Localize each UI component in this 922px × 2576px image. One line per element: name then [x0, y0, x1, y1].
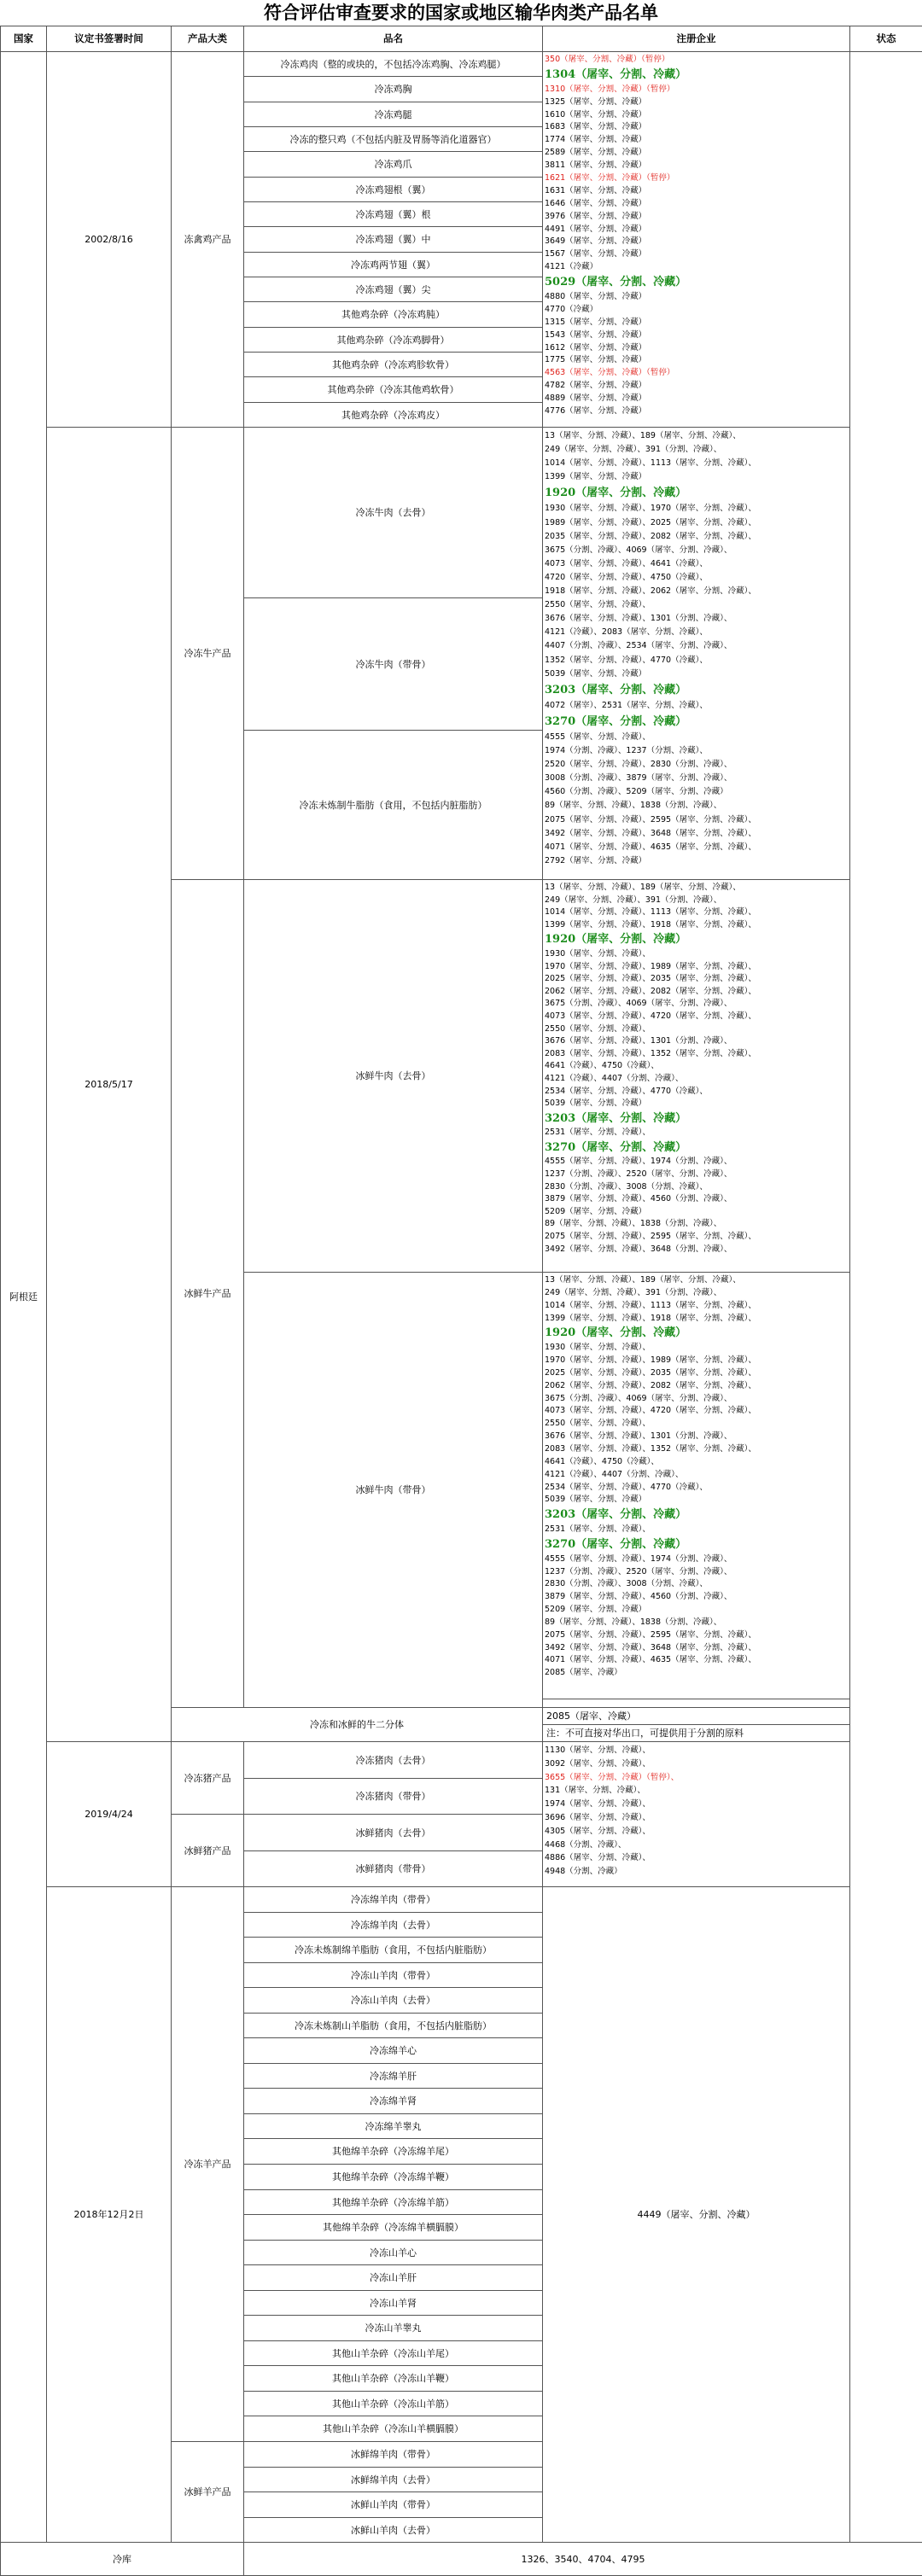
enterprise-entry: 5039（屠宰、分割、冷藏） [545, 668, 647, 679]
header-product: 品名 [243, 26, 543, 52]
enterprise-list-frozen-beef [542, 427, 850, 880]
enterprise-entry: 2083（屠宰、分割、冷藏）、1352（屠宰、分割、冷藏）、 [545, 1048, 756, 1058]
enterprise-entry: 3270（屠宰、分割、冷藏） [545, 1140, 687, 1154]
enterprise-list-chicken [542, 51, 850, 428]
product-cell: 其他山羊杂碎（冷冻山羊筋） [243, 2391, 543, 2416]
product-cell: 冷冻猪肉（去骨） [243, 1741, 543, 1779]
product-cell: 冷冻山羊心 [243, 2240, 543, 2265]
header-date: 议定书签署时间 [46, 26, 172, 52]
cold-store-enterprises: 1326、3540、4704、4795 [243, 2542, 922, 2576]
product-cell: 冰鲜山羊肉（带骨） [243, 2491, 543, 2518]
enterprise-entry: 4073（屠宰、分割、冷藏）、4720（屠宰、分割、冷藏）、 [545, 1011, 756, 1021]
enterprise-entry: 249（屠宰、分割、冷藏）、391（分割、冷藏）、 [545, 895, 722, 905]
enterprise-entry: 2531（屠宰、分割、冷藏）、 [545, 1524, 651, 1535]
enterprise-entry: 1014（屠宰、分割、冷藏）、1113（屠宰、分割、冷藏）、 [545, 458, 756, 469]
enterprise-entry: 3008（分割、冷藏）、3879（屠宰、分割、冷藏）、 [545, 773, 732, 784]
product-cell: 冰鲜牛肉（带骨） [243, 1272, 543, 1708]
enterprise-entry: 3696（屠宰、分割、冷藏）、 [545, 1812, 651, 1822]
product-cell: 其他绵羊杂碎（冷冻绵羊横膈膜） [243, 2214, 543, 2241]
enterprise-entry: 3675（分割、冷藏）、4069（屠宰、分割、冷藏）、 [545, 545, 732, 555]
enterprise-entry: 3203（屠宰、分割、冷藏） [545, 683, 687, 696]
enterprise-entry: 2520（屠宰、分割、冷藏）、2830（分割、冷藏）、 [545, 760, 732, 770]
enterprise-entry: 13（屠宰、分割、冷藏）、189（屠宰、分割、冷藏）、 [545, 431, 741, 440]
enterprise-entry: 2025（屠宰、分割、冷藏）、2035（屠宰、分割、冷藏）、 [545, 974, 756, 984]
product-cell: 冷冻绵羊肾 [243, 2088, 543, 2114]
enterprise-entry: 1920（屠宰、分割、冷藏） [545, 487, 687, 500]
enterprise-entry: 1310（屠宰、分割、冷藏）（暂停） [545, 84, 675, 94]
enterprise-entry: 3203（屠宰、分割、冷藏） [545, 1111, 687, 1125]
enterprise-entry: 1974（屠宰、分割、冷藏）、 [545, 1799, 651, 1810]
header-status: 状态 [849, 26, 922, 52]
note-cell: 注：不可直接对华出口，可提供用于分割的原料 [542, 1724, 850, 1742]
enterprise-entry: 3879（屠宰、分割、冷藏）、4560（分割、冷藏）、 [545, 1194, 732, 1204]
enterprise-entry: 4776（屠宰、分割、冷藏） [545, 406, 647, 417]
product-cell: 冷冻鸡翅（翼）尖 [243, 277, 543, 302]
enterprise-entry: 5039（屠宰、分割、冷藏） [545, 1099, 647, 1109]
enterprise-entry: 1543（屠宰、分割、冷藏） [545, 329, 647, 340]
product-cell: 其他山羊杂碎（冷冻山羊鞭） [243, 2365, 543, 2392]
category-cell: 冷冻猪产品 [171, 1741, 244, 1815]
product-cell: 冷冻绵羊心 [243, 2037, 543, 2064]
enterprise-entry: 1612（屠宰、分割、冷藏） [545, 342, 647, 353]
enterprise-entry: 3092（屠宰、分割、冷藏）、 [545, 1758, 651, 1769]
enterprise-entry: 1352（屠宰、分割、冷藏）、4770（冷藏）、 [545, 655, 708, 665]
enterprise-entry: 2083（屠宰、分割、冷藏）、1352（屠宰、分割、冷藏）、 [545, 1443, 756, 1454]
enterprise-cell: 4449（屠宰、分割、冷藏） [542, 1886, 850, 2543]
enterprise-entry: 1014（屠宰、分割、冷藏）、1113（屠宰、分割、冷藏）、 [545, 1300, 756, 1310]
product-cell: 冷冻鸡翅根（翼） [243, 177, 543, 202]
country-cell: 阿根廷 [0, 51, 47, 2543]
enterprise-entry: 3203（屠宰、分割、冷藏） [545, 1508, 687, 1522]
product-cell: 其他鸡杂碎（冷冻鸡肫） [243, 301, 543, 328]
enterprise-entry: 89（屠宰、分割、冷藏）、1838（分割、冷藏）、 [545, 1219, 722, 1229]
product-cell: 其他鸡杂碎（冷冻鸡脚骨） [243, 327, 543, 353]
enterprise-entry: 2085（屠宰、冷藏） [545, 1668, 622, 1678]
cold-store-label: 冷库 [0, 2542, 244, 2576]
enterprise-entry: 3811（屠宰、分割、冷藏） [545, 160, 647, 171]
product-cell: 冷冻鸡翅（翼）中 [243, 226, 543, 253]
enterprise-entry: 4641（冷藏）、4750（冷藏）、 [545, 1061, 659, 1071]
enterprise-entry: 13（屠宰、分割、冷藏）、189（屠宰、分割、冷藏）、 [545, 883, 741, 892]
enterprise-entry: 1399（屠宰、分割、冷藏） [545, 472, 647, 482]
product-cell: 冷冻的整只鸡（不包括内脏及胃肠等消化道器官） [243, 126, 543, 152]
enterprise-entry: 2550（屠宰、分割、冷藏）、 [545, 1419, 651, 1429]
enterprise-cell: 2085（屠宰、冷藏） [542, 1707, 850, 1725]
enterprise-entry: 4948（分割、冷藏） [545, 1867, 622, 1877]
enterprise-entry: 4407（分割、冷藏）、2534（屠宰、分割、冷藏）、 [545, 641, 732, 651]
enterprise-entry: 4468（分割、冷藏）、 [545, 1839, 627, 1850]
header-country: 国家 [0, 26, 47, 52]
enterprise-entry: 1775（屠宰、分割、冷藏） [545, 355, 647, 365]
enterprise-entry: 4555（屠宰、分割、冷藏）、 [545, 731, 651, 742]
enterprise-entry: 3492（屠宰、分割、冷藏）、3648（分割、冷藏）、 [545, 1244, 732, 1254]
enterprise-entry: 4071（屠宰、分割、冷藏）、4635（屠宰、分割、冷藏）、 [545, 842, 756, 852]
enterprise-entry: 1304（屠宰、分割、冷藏） [545, 67, 687, 81]
enterprise-list-chilled-beef-bonein [542, 1272, 850, 1699]
product-cell: 冷冻猪肉（带骨） [243, 1778, 543, 1815]
product-cell: 其他鸡杂碎（冷冻鸡皮） [243, 402, 543, 428]
enterprise-entry: 4641（冷藏）、4750（冷藏）、 [545, 1456, 659, 1466]
enterprise-entry: 5039（屠宰、分割、冷藏） [545, 1495, 647, 1505]
enterprise-entry: 1774（屠宰、分割、冷藏） [545, 135, 647, 145]
enterprise-list-chilled-beef-boneless [542, 879, 850, 1273]
product-cell: 冷冻鸡胸 [243, 76, 543, 102]
product-cell: 其他山羊杂碎（冷冻山羊横膈膜） [243, 2416, 543, 2442]
enterprise-entry: 4121（冷藏）、4407（分割、冷藏）、 [545, 1073, 684, 1083]
enterprise-entry: 3676（屠宰、分割、冷藏）、1301（分割、冷藏）、 [545, 614, 732, 624]
enterprise-entry: 1130（屠宰、分割、冷藏）、 [545, 1746, 651, 1755]
product-cell: 冷冻绵羊肉（去骨） [243, 1912, 543, 1938]
product-cell: 冷冻鸡翅（翼）根 [243, 201, 543, 227]
enterprise-entry: 1974（分割、冷藏）、1237（分割、冷藏）、 [545, 746, 708, 756]
enterprise-entry: 1930（屠宰、分割、冷藏）、 [545, 948, 651, 959]
enterprise-entry: 5209（屠宰、分割、冷藏） [545, 1206, 647, 1216]
enterprise-entry: 131（屠宰、分割、冷藏）、 [545, 1786, 645, 1796]
enterprise-entry: 3675（分割、冷藏）、4069（屠宰、分割、冷藏）、 [545, 1393, 732, 1403]
enterprise-entry: 3655（屠宰、分割、冷藏）（暂停）、 [545, 1772, 680, 1782]
page-title: 符合评估审查要求的国家或地区输华肉类产品名单 [264, 2, 658, 23]
enterprise-entry: 4889（屠宰、分割、冷藏） [545, 393, 647, 404]
product-cell: 冷冻山羊肉（带骨） [243, 1962, 543, 1988]
enterprise-entry: 1399（屠宰、分割、冷藏）、1918（屠宰、分割、冷藏）、 [545, 919, 756, 930]
product-cell: 冰鲜牛肉（去骨） [243, 879, 543, 1273]
product-cell: 冷冻山羊睾丸 [243, 2315, 543, 2341]
product-cell: 冰鲜猪肉（带骨） [243, 1850, 543, 1887]
enterprise-entry: 1399（屠宰、分割、冷藏）、1918（屠宰、分割、冷藏）、 [545, 1313, 756, 1323]
enterprise-entry: 249（屠宰、分割、冷藏）、391（分割、冷藏）、 [545, 1287, 722, 1297]
category-cell: 冰鲜猪产品 [171, 1814, 244, 1887]
product-cell: 冷冻和冰鲜的牛二分体 [171, 1707, 543, 1742]
enterprise-entry: 4073（屠宰、分割、冷藏）、4720（屠宰、分割、冷藏）、 [545, 1406, 756, 1416]
category-cell: 冰鲜牛产品 [171, 879, 244, 1708]
product-cell: 冰鲜绵羊肉（去骨） [243, 2467, 543, 2492]
enterprise-entry: 3270（屠宰、分割、冷藏） [545, 1537, 687, 1551]
category-cell: 冻禽鸡产品 [171, 51, 244, 428]
category-cell: 冷冻羊产品 [171, 1886, 244, 2442]
enterprise-entry: 4071（屠宰、分割、冷藏）、4635（屠宰、分割、冷藏）、 [545, 1655, 756, 1665]
enterprise-entry: 4770（冷藏） [545, 304, 598, 314]
product-cell: 冷冻绵羊睾丸 [243, 2113, 543, 2139]
enterprise-entry: 5209（屠宰、分割、冷藏） [545, 1605, 647, 1615]
product-cell: 其他山羊杂碎（冷冻山羊尾） [243, 2340, 543, 2366]
product-cell: 其他鸡杂碎（冷冻其他鸡软骨） [243, 376, 543, 403]
enterprise-entry: 2062（屠宰、分割、冷藏）、2082（屠宰、分割、冷藏）、 [545, 1380, 756, 1390]
enterprise-entry: 2075（屠宰、分割、冷藏）、2595（屠宰、分割、冷藏）、 [545, 1232, 756, 1242]
product-cell: 冷冻未炼制牛脂肪（食用，不包括内脏脂肪） [243, 730, 543, 880]
enterprise-entry: 1646（屠宰、分割、冷藏） [545, 198, 647, 208]
status-cell [849, 51, 922, 2543]
header-enterprises: 注册企业 [542, 26, 850, 52]
enterprise-entry: 249（屠宰、分割、冷藏）、391（分割、冷藏）、 [545, 445, 722, 455]
product-cell: 其他鸡杂碎（冷冻鸡胗软骨） [243, 352, 543, 377]
enterprise-entry: 1325（屠宰、分割、冷藏） [545, 96, 647, 107]
product-cell: 冷冻牛肉（带骨） [243, 597, 543, 731]
enterprise-entry: 1315（屠宰、分割、冷藏） [545, 317, 647, 327]
product-cell: 冷冻山羊肾 [243, 2290, 543, 2316]
enterprise-entry: 1567（屠宰、分割、冷藏） [545, 249, 647, 259]
enterprise-entry: 1610（屠宰、分割、冷藏） [545, 109, 647, 119]
enterprise-entry: 1970（屠宰、分割、冷藏）、1989（屠宰、分割、冷藏）、 [545, 961, 756, 971]
product-cell: 冰鲜山羊肉（去骨） [243, 2517, 543, 2543]
header-category: 产品大类 [171, 26, 244, 52]
enterprise-entry: 1918（屠宰、分割、冷藏）、2062（屠宰、分割、冷藏）、 [545, 586, 756, 597]
date-cell: 2018年12月2日 [46, 1886, 172, 2543]
enterprise-entry: 2075（屠宰、分割、冷藏）、2595（屠宰、分割、冷藏）、 [545, 814, 756, 825]
product-cell: 冷冻牛肉（去骨） [243, 427, 543, 598]
enterprise-entry: 1237（分割、冷藏）、2520（屠宰、分割、冷藏）、 [545, 1566, 732, 1576]
enterprise-entry: 4563（屠宰、分割、冷藏）（暂停） [545, 368, 675, 378]
date-cell: 2019/4/24 [46, 1741, 172, 1887]
enterprise-entry: 13（屠宰、分割、冷藏）、189（屠宰、分割、冷藏）、 [545, 1275, 741, 1285]
enterprise-entry: 1683（屠宰、分割、冷藏） [545, 122, 647, 132]
product-cell: 冷冻鸡爪 [243, 151, 543, 178]
enterprise-entry: 4491（屠宰、分割、冷藏） [545, 224, 647, 234]
enterprise-entry: 3649（屠宰、分割、冷藏） [545, 236, 647, 247]
enterprise-entry: 4121（冷藏）、2083（屠宰、分割、冷藏）、 [545, 627, 708, 638]
enterprise-entry: 4720（屠宰、分割、冷藏）、4750（冷藏）、 [545, 572, 708, 582]
product-cell: 冰鲜绵羊肉（带骨） [243, 2441, 543, 2468]
enterprise-entry: 2062（屠宰、分割、冷藏）、2082（屠宰、分割、冷藏）、 [545, 986, 756, 996]
enterprise-entry: 4555（屠宰、分割、冷藏）、1974（分割、冷藏）、 [545, 1157, 732, 1167]
enterprise-entry: 1930（屠宰、分割、冷藏）、 [545, 1343, 651, 1353]
enterprise-entry: 3976（屠宰、分割、冷藏） [545, 211, 647, 221]
enterprise-entry: 1237（分割、冷藏）、2520（屠宰、分割、冷藏）、 [545, 1169, 732, 1180]
enterprise-entry: 4782（屠宰、分割、冷藏） [545, 381, 647, 391]
enterprise-entry: 4121（冷藏） [545, 262, 598, 272]
enterprise-entry: 1621（屠宰、分割、冷藏）（暂停） [545, 173, 675, 184]
product-cell: 冷冻鸡两节翅（翼） [243, 252, 543, 277]
enterprise-entry: 3675（分割、冷藏）、4069（屠宰、分割、冷藏）、 [545, 999, 732, 1009]
product-cell: 冷冻鸡腿 [243, 102, 543, 127]
enterprise-entry: 3270（屠宰、分割、冷藏） [545, 714, 687, 728]
product-cell: 冷冻山羊肉（去骨） [243, 1987, 543, 2014]
enterprise-entry: 1989（屠宰、分割、冷藏）、2025（屠宰、分割、冷藏）、 [545, 517, 756, 527]
enterprise-entry: 3492（屠宰、分割、冷藏）、3648（屠宰、分割、冷藏）、 [545, 1642, 756, 1652]
enterprise-entry: 2025（屠宰、分割、冷藏）、2035（屠宰、分割、冷藏）、 [545, 1367, 756, 1378]
enterprise-entry: 4886（屠宰、分割、冷藏）、 [545, 1853, 651, 1863]
enterprise-entry: 1014（屠宰、分割、冷藏）、1113（屠宰、分割、冷藏）、 [545, 907, 756, 918]
enterprise-entry: 1930（屠宰、分割、冷藏）、1970（屠宰、分割、冷藏）、 [545, 504, 756, 514]
product-cell: 冷冻绵羊肝 [243, 2063, 543, 2089]
enterprise-entry: 350（屠宰、分割、冷藏）（暂停） [545, 55, 670, 64]
enterprise-entry: 4072（屠宰）、2531（屠宰、分割、冷藏）、 [545, 700, 708, 710]
enterprise-list-pork [542, 1741, 850, 1887]
enterprise-entry: 5029（屠宰、分割、冷藏） [545, 276, 687, 289]
enterprise-entry: 2550（屠宰、分割、冷藏）、 [545, 600, 651, 610]
enterprise-entry: 1920（屠宰、分割、冷藏） [545, 1326, 687, 1340]
enterprise-entry: 4121（冷藏）、4407（分割、冷藏）、 [545, 1469, 684, 1479]
enterprise-entry: 89（屠宰、分割、冷藏）、1838（分割、冷藏）、 [545, 801, 722, 811]
enterprise-entry: 3676（屠宰、分割、冷藏）、1301（分割、冷藏）、 [545, 1431, 732, 1442]
product-cell: 冷冻绵羊肉（带骨） [243, 1886, 543, 1913]
enterprise-entry: 4555（屠宰、分割、冷藏）、1974（分割、冷藏）、 [545, 1553, 732, 1564]
category-cell: 冰鲜羊产品 [171, 2441, 244, 2543]
enterprise-entry: 1970（屠宰、分割、冷藏）、1989（屠宰、分割、冷藏）、 [545, 1355, 756, 1366]
product-cell: 冷冻鸡肉（整的或块的，不包括冷冻鸡胸、冷冻鸡腿） [243, 51, 543, 77]
enterprise-entry: 4073（屠宰、分割、冷藏）、4641（冷藏）、 [545, 558, 708, 568]
product-cell: 冷冻未炼制绵羊脂肪（食用，不包括内脏脂肪） [243, 1937, 543, 1963]
enterprise-entry: 4560（分割、冷藏）、5209（屠宰、分割、冷藏） [545, 787, 728, 797]
date-cell: 2002/8/16 [46, 51, 172, 428]
enterprise-entry: 2531（屠宰、分割、冷藏）、 [545, 1128, 651, 1138]
enterprise-entry: 4880（屠宰、分割、冷藏） [545, 292, 647, 302]
enterprise-entry: 89（屠宰、分割、冷藏）、1838（分割、冷藏）、 [545, 1617, 722, 1627]
product-cell: 其他绵羊杂碎（冷冻绵羊筋） [243, 2189, 543, 2215]
date-cell: 2018/5/17 [46, 427, 172, 1742]
enterprise-entry: 2589（屠宰、分割、冷藏） [545, 148, 647, 158]
enterprise-entry: 3492（屠宰、分割、冷藏）、3648（屠宰、分割、冷藏）、 [545, 828, 756, 838]
enterprise-entry: 2792（屠宰、分割、冷藏） [545, 855, 647, 865]
enterprise-entry: 2830（分割、冷藏）、3008（分割、冷藏）、 [545, 1181, 708, 1192]
enterprise-entry: 2534（屠宰、分割、冷藏）、4770（冷藏）、 [545, 1482, 708, 1492]
enterprise-entry: 3676（屠宰、分割、冷藏）、1301（分割、冷藏）、 [545, 1036, 732, 1046]
product-cell: 其他绵羊杂碎（冷冻绵羊鞭） [243, 2164, 543, 2190]
enterprise-entry: 1920（屠宰、分割、冷藏） [545, 933, 687, 947]
category-cell: 冷冻牛产品 [171, 427, 244, 880]
product-cell: 冷冻山羊肝 [243, 2264, 543, 2291]
enterprise-entry: 2830（分割、冷藏）、3008（分割、冷藏）、 [545, 1579, 708, 1589]
enterprise-entry: 4305（屠宰、分割、冷藏）、 [545, 1826, 651, 1836]
product-cell: 冰鲜猪肉（去骨） [243, 1814, 543, 1851]
enterprise-entry: 2075（屠宰、分割、冷藏）、2595（屠宰、分割、冷藏）、 [545, 1629, 756, 1640]
enterprise-entry: 2534（屠宰、分割、冷藏）、4770（冷藏）、 [545, 1086, 708, 1096]
product-cell: 其他绵羊杂碎（冷冻绵羊尾） [243, 2138, 543, 2165]
enterprise-entry: 2035（屠宰、分割、冷藏）、2082（屠宰、分割、冷藏）、 [545, 531, 756, 541]
product-cell: 冷冻未炼制山羊脂肪（食用，不包括内脏脂肪） [243, 2013, 543, 2038]
enterprise-entry: 3879（屠宰、分割、冷藏）、4560（分割、冷藏）、 [545, 1592, 732, 1602]
enterprise-entry: 2550（屠宰、分割、冷藏）、 [545, 1023, 651, 1034]
enterprise-entry: 1631（屠宰、分割、冷藏） [545, 185, 647, 195]
